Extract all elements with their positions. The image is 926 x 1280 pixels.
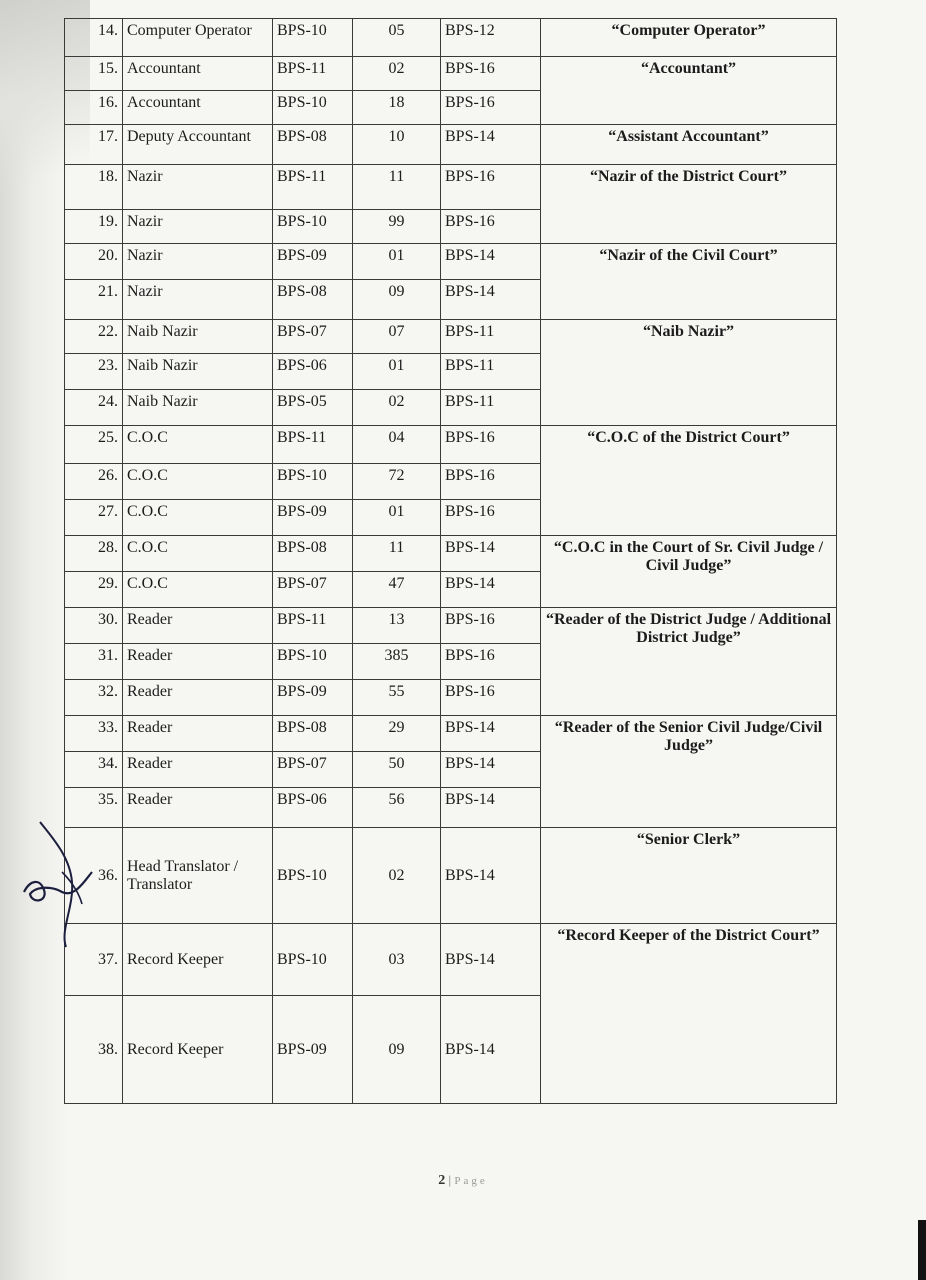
upgraded-scale: BPS-16 bbox=[441, 680, 541, 716]
post-name: Accountant bbox=[123, 91, 273, 125]
post-name: Nazir bbox=[123, 244, 273, 280]
existing-scale: BPS-08 bbox=[273, 280, 353, 320]
scan-edge bbox=[918, 1220, 926, 1280]
post-count: 47 bbox=[353, 572, 441, 608]
upgraded-scale: BPS-14 bbox=[441, 752, 541, 788]
table-row bbox=[65, 716, 837, 752]
existing-scale: BPS-09 bbox=[273, 244, 353, 280]
post-count: 29 bbox=[353, 716, 441, 752]
post-name: Nazir bbox=[123, 280, 273, 320]
post-count: 02 bbox=[353, 390, 441, 426]
serial-number: 36. bbox=[65, 828, 123, 924]
designation-cell: “Assistant Accountant” bbox=[541, 125, 837, 165]
post-name: Head Translator / Translator bbox=[123, 828, 273, 924]
post-count: 01 bbox=[353, 354, 441, 390]
upgraded-scale: BPS-14 bbox=[441, 572, 541, 608]
upgraded-scale: BPS-14 bbox=[441, 996, 541, 1104]
post-count: 09 bbox=[353, 280, 441, 320]
post-name: C.O.C bbox=[123, 464, 273, 500]
post-name: Computer Operator bbox=[123, 19, 273, 57]
upgraded-scale: BPS-16 bbox=[441, 165, 541, 210]
existing-scale: BPS-05 bbox=[273, 390, 353, 426]
upgraded-scale: BPS-14 bbox=[441, 788, 541, 828]
post-count: 18 bbox=[353, 91, 441, 125]
handwritten-signature bbox=[22, 812, 112, 952]
designation-cell: “Computer Operator” bbox=[541, 19, 837, 57]
existing-scale: BPS-08 bbox=[273, 125, 353, 165]
designation-cell: “Nazir of the District Court” bbox=[541, 165, 837, 244]
existing-scale: BPS-10 bbox=[273, 828, 353, 924]
post-name: C.O.C bbox=[123, 572, 273, 608]
existing-scale: BPS-10 bbox=[273, 19, 353, 57]
designation-cell: “Reader of the Senior Civil Judge/Civil Judge” bbox=[541, 716, 837, 828]
post-name: Naib Nazir bbox=[123, 390, 273, 426]
post-count: 09 bbox=[353, 996, 441, 1104]
serial-number: 20. bbox=[65, 244, 123, 280]
table-row bbox=[65, 244, 837, 280]
table-row bbox=[65, 828, 837, 924]
post-name: C.O.C bbox=[123, 536, 273, 572]
post-name: Naib Nazir bbox=[123, 320, 273, 354]
upgraded-scale: BPS-16 bbox=[441, 500, 541, 536]
existing-scale: BPS-10 bbox=[273, 464, 353, 500]
upgraded-scale: BPS-16 bbox=[441, 426, 541, 464]
existing-scale: BPS-10 bbox=[273, 210, 353, 244]
post-count: 13 bbox=[353, 608, 441, 644]
upgraded-scale: BPS-16 bbox=[441, 57, 541, 91]
post-name: Nazir bbox=[123, 165, 273, 210]
existing-scale: BPS-11 bbox=[273, 165, 353, 210]
post-name: Accountant bbox=[123, 57, 273, 91]
serial-number: 35. bbox=[65, 788, 123, 828]
post-name: Reader bbox=[123, 752, 273, 788]
posts-table bbox=[64, 18, 837, 1104]
page-footer bbox=[0, 1172, 926, 1189]
post-name: C.O.C bbox=[123, 426, 273, 464]
serial-number: 14. bbox=[65, 19, 123, 57]
footer-separator: | bbox=[448, 1172, 452, 1187]
table-row bbox=[65, 426, 837, 464]
post-name: Reader bbox=[123, 680, 273, 716]
upgraded-scale: BPS-11 bbox=[441, 320, 541, 354]
upgraded-scale: BPS-14 bbox=[441, 716, 541, 752]
post-count: 11 bbox=[353, 536, 441, 572]
existing-scale: BPS-06 bbox=[273, 788, 353, 828]
upgraded-scale: BPS-11 bbox=[441, 390, 541, 426]
serial-number: 19. bbox=[65, 210, 123, 244]
post-name: Record Keeper bbox=[123, 996, 273, 1104]
post-count: 50 bbox=[353, 752, 441, 788]
table-row bbox=[65, 536, 837, 572]
designation-cell: “Accountant” bbox=[541, 57, 837, 125]
post-count: 56 bbox=[353, 788, 441, 828]
designation-cell: “C.O.C of the District Court” bbox=[541, 426, 837, 536]
post-count: 02 bbox=[353, 57, 441, 91]
existing-scale: BPS-08 bbox=[273, 716, 353, 752]
post-count: 55 bbox=[353, 680, 441, 716]
table-row bbox=[65, 19, 837, 57]
upgraded-scale: BPS-16 bbox=[441, 91, 541, 125]
serial-number: 31. bbox=[65, 644, 123, 680]
post-count: 04 bbox=[353, 426, 441, 464]
post-name: Reader bbox=[123, 644, 273, 680]
table-row bbox=[65, 125, 837, 165]
serial-number: 21. bbox=[65, 280, 123, 320]
existing-scale: BPS-07 bbox=[273, 320, 353, 354]
designation-cell: “C.O.C in the Court of Sr. Civil Judge / Civil Judge” bbox=[541, 536, 837, 608]
serial-number: 38. bbox=[65, 996, 123, 1104]
post-count: 03 bbox=[353, 924, 441, 996]
page-label: Page bbox=[454, 1175, 488, 1187]
table-row bbox=[65, 608, 837, 644]
upgraded-scale: BPS-14 bbox=[441, 244, 541, 280]
upgraded-scale: BPS-16 bbox=[441, 464, 541, 500]
upgraded-scale: BPS-16 bbox=[441, 644, 541, 680]
upgraded-scale: BPS-14 bbox=[441, 828, 541, 924]
existing-scale: BPS-08 bbox=[273, 536, 353, 572]
existing-scale: BPS-10 bbox=[273, 924, 353, 996]
serial-number: 28. bbox=[65, 536, 123, 572]
serial-number: 30. bbox=[65, 608, 123, 644]
post-count: 11 bbox=[353, 165, 441, 210]
designation-cell: “Senior Clerk” bbox=[541, 828, 837, 924]
table-row bbox=[65, 924, 837, 996]
post-name: Deputy Accountant bbox=[123, 125, 273, 165]
existing-scale: BPS-06 bbox=[273, 354, 353, 390]
post-count: 385 bbox=[353, 644, 441, 680]
designation-cell: “Reader of the District Judge / Additional District Judge” bbox=[541, 608, 837, 716]
serial-number: 17. bbox=[65, 125, 123, 165]
existing-scale: BPS-09 bbox=[273, 996, 353, 1104]
existing-scale: BPS-09 bbox=[273, 500, 353, 536]
existing-scale: BPS-11 bbox=[273, 57, 353, 91]
serial-number: 24. bbox=[65, 390, 123, 426]
upgraded-scale: BPS-14 bbox=[441, 280, 541, 320]
post-name: Reader bbox=[123, 788, 273, 828]
post-name: Nazir bbox=[123, 210, 273, 244]
serial-number: 18. bbox=[65, 165, 123, 210]
serial-number: 26. bbox=[65, 464, 123, 500]
post-count: 01 bbox=[353, 500, 441, 536]
designation-cell: “Record Keeper of the District Court” bbox=[541, 924, 837, 1104]
upgraded-scale: BPS-12 bbox=[441, 19, 541, 57]
serial-number: 22. bbox=[65, 320, 123, 354]
upgraded-scale: BPS-16 bbox=[441, 210, 541, 244]
upgraded-scale: BPS-14 bbox=[441, 924, 541, 996]
existing-scale: BPS-09 bbox=[273, 680, 353, 716]
existing-scale: BPS-10 bbox=[273, 91, 353, 125]
serial-number: 16. bbox=[65, 91, 123, 125]
table-row bbox=[65, 165, 837, 210]
serial-number: 29. bbox=[65, 572, 123, 608]
existing-scale: BPS-07 bbox=[273, 572, 353, 608]
existing-scale: BPS-11 bbox=[273, 426, 353, 464]
post-name: Reader bbox=[123, 608, 273, 644]
table-row bbox=[65, 57, 837, 91]
upgraded-scale: BPS-11 bbox=[441, 354, 541, 390]
serial-number: 34. bbox=[65, 752, 123, 788]
designation-cell: “Nazir of the Civil Court” bbox=[541, 244, 837, 320]
post-count: 10 bbox=[353, 125, 441, 165]
existing-scale: BPS-07 bbox=[273, 752, 353, 788]
serial-number: 27. bbox=[65, 500, 123, 536]
post-name: Record Keeper bbox=[123, 924, 273, 996]
page-number: 2 bbox=[438, 1173, 446, 1188]
designation-cell: “Naib Nazir” bbox=[541, 320, 837, 426]
post-count: 02 bbox=[353, 828, 441, 924]
post-name: Naib Nazir bbox=[123, 354, 273, 390]
serial-number: 25. bbox=[65, 426, 123, 464]
table-row bbox=[65, 320, 837, 354]
post-count: 72 bbox=[353, 464, 441, 500]
post-count: 05 bbox=[353, 19, 441, 57]
posts-table-body bbox=[65, 19, 837, 1104]
post-name: C.O.C bbox=[123, 500, 273, 536]
serial-number: 37. bbox=[65, 924, 123, 996]
upgraded-scale: BPS-14 bbox=[441, 536, 541, 572]
serial-number: 15. bbox=[65, 57, 123, 91]
upgraded-scale: BPS-16 bbox=[441, 608, 541, 644]
post-count: 07 bbox=[353, 320, 441, 354]
serial-number: 32. bbox=[65, 680, 123, 716]
serial-number: 33. bbox=[65, 716, 123, 752]
serial-number: 23. bbox=[65, 354, 123, 390]
upgraded-scale: BPS-14 bbox=[441, 125, 541, 165]
existing-scale: BPS-10 bbox=[273, 644, 353, 680]
post-count: 01 bbox=[353, 244, 441, 280]
existing-scale: BPS-11 bbox=[273, 608, 353, 644]
post-name: Reader bbox=[123, 716, 273, 752]
post-count: 99 bbox=[353, 210, 441, 244]
